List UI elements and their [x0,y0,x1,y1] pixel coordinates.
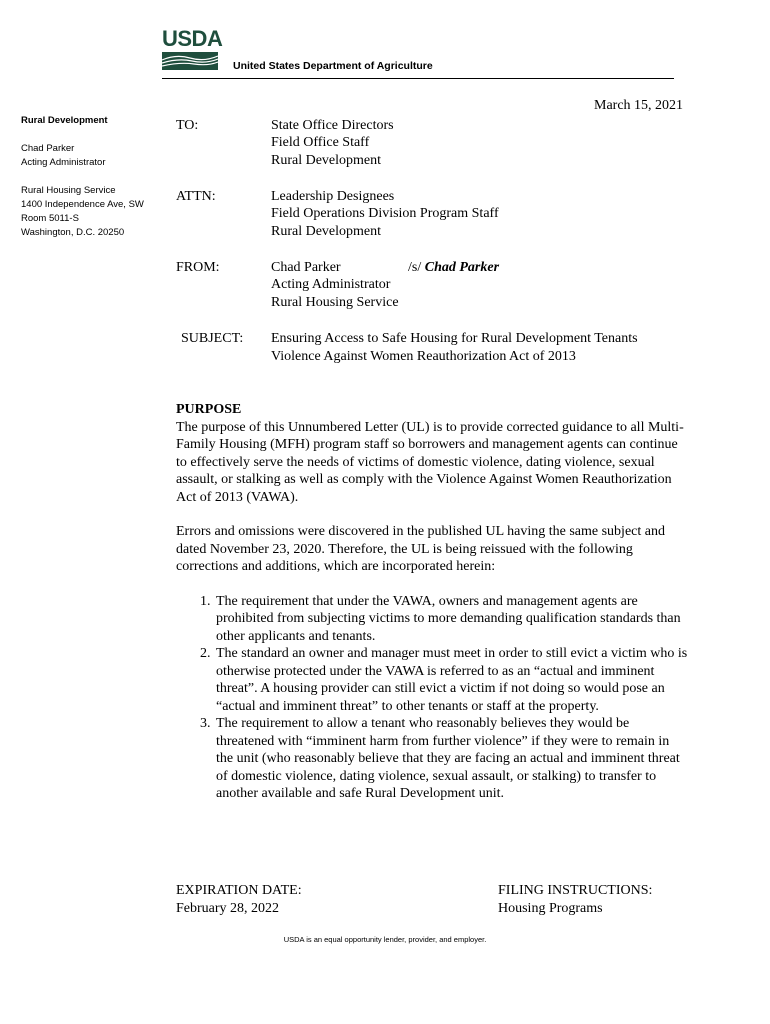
to-label: TO: [176,118,199,133]
filing-value: Housing Programs [498,901,603,916]
signature-name: Chad Parker [424,260,500,275]
usda-logo [162,26,223,70]
purpose-heading: PURPOSE [176,402,242,417]
from-line: Rural Housing Service [271,295,399,310]
sidebar-name: Chad Parker [21,143,75,154]
list-item: 1. The requirement that under the VAWA, owners and management agents are prohibited from subjecting victims to more demanding qualification standards than other applicants and tenants. [214,593,689,646]
header-divider [162,78,674,79]
sidebar-office: Rural Housing Service [21,185,116,196]
subject-line: Ensuring Access to Safe Housing for Rural Development Tenants [271,331,638,346]
footer-statement: USDA is an equal opportunity lender, provider, and employer. [283,935,487,944]
sidebar-address-line: 1400 Independence Ave, SW [21,199,144,210]
to-line: State Office Directors [271,118,394,133]
corrections-list [176,593,689,803]
to-line: Rural Development [271,153,382,168]
signature-prefix: /s/ [408,260,425,275]
expiration-label: EXPIRATION DATE: [176,883,302,898]
sidebar-agency: Rural Development [21,115,108,126]
to-line: Field Office Staff [271,135,370,150]
from-label: FROM: [176,260,220,275]
expiration-value: February 28, 2022 [176,901,280,916]
list-item: 2. The standard an owner and manager must meet in order to still evict a victim who is otherwise protected under the VAWA is referred to as an “actual and imminent threat”. A housing provider can still evict a victim if not doing so would pose an “actual and imminent threat” to other tenants or staff at the property. [214,645,689,715]
attn-label: ATTN: [176,189,216,204]
sidebar-title: Acting Administrator [21,157,106,168]
sidebar-address-block [21,114,144,240]
filing-block [498,882,652,918]
logo-text: USDA [162,26,223,51]
subject-line: Violence Against Women Reauthorization Act of 2013 [271,349,576,364]
purpose-paragraph: The purpose of this Unnumbered Letter (UL) is to provide corrected guidance to all Multi-Family Housing (MFH) program staff so borrowers and management agents can continue to effectively serve the needs of victims of domestic violence, dating violence, sexual assault, or stalking as well as comply with the Violence Against Women Reauthorization Act of 2013 (VAWA). [176,419,684,505]
attn-line: Leadership Designees [271,189,395,204]
attn-line: Field Operations Division Program Staff [271,206,499,221]
from-line: Chad Parker [271,260,341,275]
sidebar-address-line: Washington, D.C. 20250 [21,227,125,238]
list-item: 3. The requirement to allow a tenant who reasonably believes they would be threatened with “imminent harm from further violence” if they were to remain in the unit (who reasonably believe that they are facing an actual and imminent threat of domestic violence, dating violence, sexual assault, or stalking) to transfer to another available and safe Rural Development unit. [214,715,689,803]
purpose-section [176,401,691,803]
purpose-paragraph: Errors and omissions were discovered in the published UL having the same subject and dated November 23, 2020. Therefore, the UL is being reissued with the following corrections and additions, which are incorporated herein: [176,524,665,574]
from-line: Acting Administrator [271,277,391,292]
expiration-block [176,882,302,918]
logo-hills-icon [162,52,218,70]
letter-date: March 15, 2021 [594,98,684,113]
subject-label: SUBJECT: [181,331,244,346]
signature [408,259,499,277]
attn-line: Rural Development [271,224,382,239]
filing-label: FILING INSTRUCTIONS: [498,883,653,898]
department-name: United States Department of Agriculture [233,60,433,72]
sidebar-address-line: Room 5011-S [21,213,79,224]
